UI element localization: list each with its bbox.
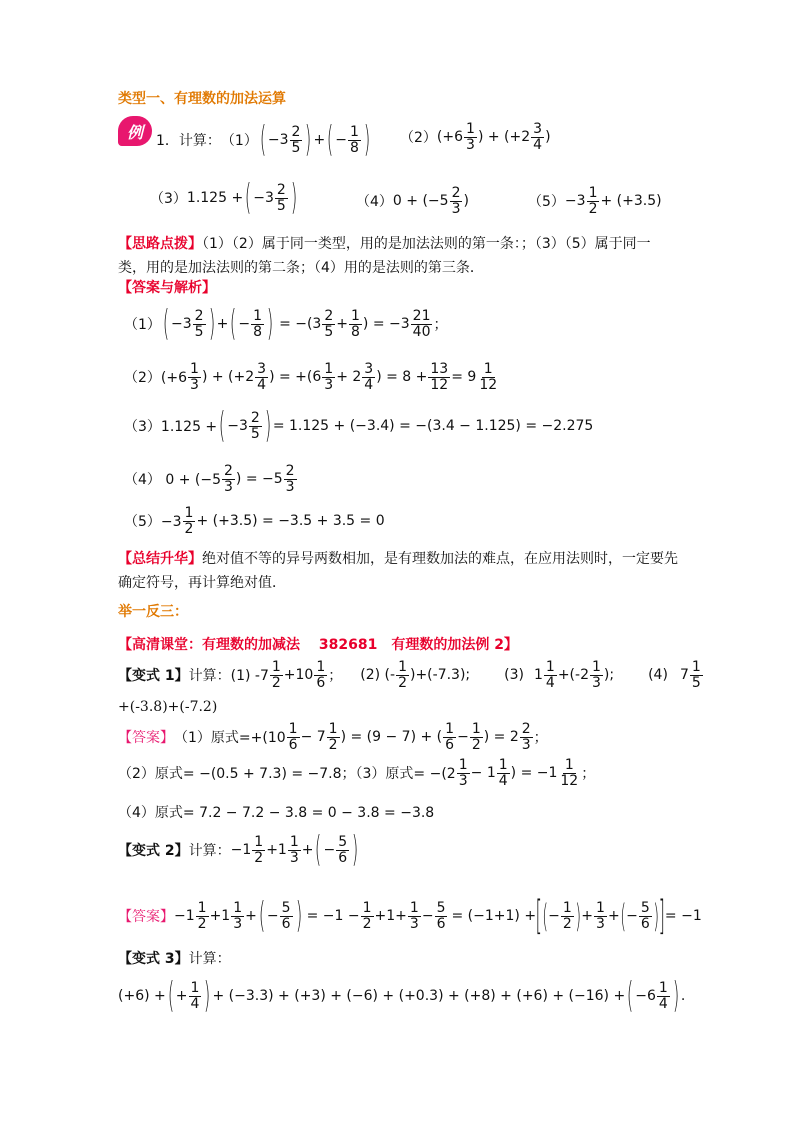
answer-label: 【答案】 [118, 730, 174, 747]
math-text: 计算： [188, 951, 231, 967]
math-text: (3) [504, 667, 524, 684]
denominator: 8 [351, 323, 360, 340]
math-text: + [245, 908, 257, 924]
practice-label: 举一反三： [118, 604, 188, 620]
math-text: − [266, 908, 279, 924]
summary-paragraph [118, 547, 678, 595]
math-text: 1 [533, 667, 543, 684]
fraction [590, 660, 603, 690]
fraction [561, 901, 574, 931]
math-text: （4） 0 + (−5 [124, 472, 221, 489]
denominator: 3 [521, 736, 531, 753]
fraction [470, 722, 483, 752]
paren-close: ) [352, 829, 359, 870]
math-text: − [335, 132, 348, 148]
paren-open: ( [219, 405, 226, 446]
variant-2-label: 【变式 2】 [118, 843, 189, 859]
denominator: 6 [338, 849, 348, 866]
variant-1-question-cont: +(-3.8)+(-7.2) [118, 699, 218, 715]
solution-5 [124, 506, 385, 536]
denominator: 5 [291, 139, 301, 156]
denominator: 4 [498, 772, 508, 789]
math-text: − [548, 908, 560, 924]
math-text: −6 [635, 988, 656, 1004]
solution-2 [124, 362, 500, 392]
fraction [457, 758, 470, 788]
math-text: − [626, 908, 638, 924]
numerator: 1 [351, 307, 360, 324]
fraction [477, 362, 499, 392]
paren-close: ) [266, 303, 274, 344]
math-text: = (−1+1) + [451, 908, 537, 924]
denominator: 12 [430, 376, 449, 393]
bracket-close: ] [658, 893, 666, 939]
denominator: 3 [285, 478, 295, 495]
math-text: )+(-7.3); [409, 667, 471, 684]
denominator: 6 [436, 915, 446, 932]
math-text: ) = −3 [362, 316, 410, 332]
denominator: 6 [316, 674, 326, 691]
numerator: 1 [190, 979, 200, 996]
denominator: 2 [398, 674, 407, 691]
numerator: 1 [350, 123, 359, 140]
variant-1-label: 【变式 1】 [118, 668, 189, 685]
fraction [435, 901, 448, 931]
numerator: 1 [458, 757, 468, 773]
math-text: − [457, 729, 469, 746]
math-text: ) + (+2 [201, 369, 255, 386]
fraction [396, 660, 409, 690]
math-text: ) = 2 [483, 729, 519, 746]
paren-open: ( [259, 119, 267, 160]
math-text: ) + (+2 [477, 129, 531, 146]
denominator: 6 [281, 915, 291, 932]
numerator: 1 [271, 659, 281, 675]
math-text: + (+3.5) = −3.5 + 3.5 = 0 [196, 513, 385, 530]
numerator: 1 [691, 659, 701, 675]
math-text: +1 [266, 842, 287, 858]
variant-1-answer-1 [118, 722, 548, 752]
fraction [361, 901, 374, 931]
ex1-intro: 1．计算： [156, 133, 221, 149]
math-text: （5）−3 [124, 514, 182, 531]
math-text: 1.125 + [186, 190, 244, 206]
paren-close: ) [208, 303, 215, 344]
example-badge: 例 [118, 116, 152, 146]
fraction [314, 660, 327, 690]
paren-close: ) [290, 177, 297, 218]
fraction [231, 901, 244, 931]
fraction [657, 981, 670, 1011]
fraction [290, 125, 303, 155]
math-text: ) [463, 193, 469, 210]
fraction [497, 758, 510, 788]
fraction [270, 660, 283, 690]
fraction [428, 362, 450, 392]
numerator: 5 [281, 899, 291, 916]
math-text: +1+ [374, 908, 407, 924]
fraction [196, 901, 209, 931]
math-text: ； [581, 766, 596, 783]
fraction [690, 660, 703, 690]
math-text: + [313, 132, 326, 148]
paren-close: ) [305, 119, 312, 160]
example-1-part-2 [400, 122, 551, 152]
class-reference: 【高清课堂：有理数的加减法 382681 有理数的加法例 2】 [118, 637, 518, 653]
denominator: 3 [289, 849, 299, 866]
math-text: ) = −1 [510, 765, 558, 782]
math-text: 计算：(1) -7 [188, 668, 269, 685]
fraction [520, 722, 533, 752]
variant-3-expression [118, 975, 686, 1016]
section-title: 类型一、有理数的加法运算 [118, 91, 286, 107]
denominator: 2 [197, 915, 207, 932]
solution-4 [124, 464, 298, 494]
fraction [284, 464, 297, 494]
denominator: 4 [190, 995, 200, 1012]
ex1-p2: （2） [400, 130, 437, 147]
numerator: 3 [257, 361, 267, 377]
ex1-p5: （5） [528, 194, 565, 211]
math-text: = −(3 [279, 316, 322, 332]
numerator: 1 [498, 757, 508, 773]
fraction [252, 835, 265, 865]
paren-open: ( [258, 895, 266, 936]
numerator: 1 [253, 307, 263, 324]
fraction [188, 362, 201, 392]
numerator: 1 [289, 833, 299, 850]
math-text: = −1 [664, 908, 702, 924]
denominator: 12 [560, 772, 579, 789]
numerator: 1 [233, 899, 243, 916]
numerator: 1 [564, 757, 574, 773]
paren-open: ( [162, 303, 170, 344]
denominator: 2 [254, 849, 264, 866]
denominator: 2 [271, 674, 281, 691]
denominator: 3 [233, 915, 243, 932]
math-text: (2) (- [360, 667, 396, 684]
solution-3 [124, 405, 594, 446]
numerator: 5 [436, 899, 446, 916]
paren-open: ( [315, 829, 322, 870]
math-text: +(-2 [557, 667, 589, 684]
denominator: 4 [545, 674, 555, 691]
math-text: （2）(+6 [124, 370, 188, 387]
paren-open: ( [620, 897, 626, 935]
example-1-line-1 [156, 119, 372, 160]
denominator: 3 [466, 136, 475, 153]
fraction [322, 309, 335, 339]
numerator: 2 [291, 123, 301, 140]
ex1-p4: （4） [356, 194, 393, 211]
denominator: 6 [640, 915, 650, 932]
numerator: 1 [288, 721, 298, 737]
numerator: 1 [254, 833, 264, 850]
math-text: + [216, 316, 229, 332]
fraction [183, 506, 196, 536]
denominator: 3 [596, 915, 605, 932]
denominator: 3 [451, 200, 461, 217]
denominator: 6 [288, 736, 298, 753]
fraction [408, 901, 421, 931]
paren-open: ( [245, 177, 252, 218]
numerator: 2 [451, 185, 461, 201]
paren-open: ( [627, 975, 634, 1016]
paren-open: ( [167, 975, 174, 1016]
math-text: + 2 [336, 369, 362, 386]
numerator: 1 [316, 659, 326, 675]
math-text: 计算： [188, 843, 231, 859]
math-text: . [680, 988, 686, 1004]
variant-1-answer-3: （4）原式= 7.2 − 7.2 − 3.8 = 0 − 3.8 = −3.8 [118, 805, 435, 821]
math-text: + [301, 842, 314, 858]
math-text: ； [328, 668, 343, 685]
denominator: 8 [350, 139, 359, 156]
math-text: = 1.125 + (−3.4) = −(3.4 − 1.125) = −2.275 [272, 418, 594, 434]
denominator: 5 [194, 323, 204, 340]
fraction [280, 901, 293, 931]
denominator: 4 [533, 136, 543, 153]
paren-close: ) [672, 975, 679, 1016]
variant-2-question [118, 829, 360, 870]
math-text: （2）原式= −(0.5 + 7.3) = −7.8；（3）原式= −(2 [118, 766, 456, 783]
math-text: ； [533, 730, 548, 747]
ex1-p3: （3） [150, 191, 187, 207]
fraction [287, 722, 300, 752]
denominator: 3 [591, 674, 601, 691]
fraction [336, 835, 349, 865]
denominator: 2 [562, 915, 572, 932]
fraction [594, 901, 607, 931]
numerator: 2 [250, 409, 260, 426]
numerator: 2 [194, 307, 204, 324]
numerator: 3 [533, 121, 543, 137]
numerator: 5 [338, 833, 348, 850]
paren-close: ) [575, 897, 581, 935]
math-text: −3 [564, 193, 586, 210]
math-text: 0 + (−5 [392, 193, 449, 210]
fraction [288, 835, 301, 865]
math-text: + (−3.3) + (+3) + (−6) + (+0.3) + (+8) + (+6) + (−16) + [212, 988, 626, 1004]
fraction [411, 309, 433, 339]
example-1-part-5 [528, 186, 662, 216]
variant-1-answer-2 [118, 758, 595, 788]
math-text: = 9 [451, 369, 477, 386]
numerator: 1 [545, 659, 555, 675]
math-text: + [336, 316, 348, 332]
math-text: (4) [648, 667, 668, 684]
variant-2-answer [118, 893, 702, 939]
fraction [531, 122, 544, 152]
paren-close: ) [295, 895, 302, 936]
denominator: 2 [362, 915, 372, 932]
math-text: + [581, 908, 594, 924]
summary-text: 绝对值不等的异号两数相加，是有理数加法的难点，在应用法则时，一定要先确定符号，再计算绝对值． [118, 551, 678, 591]
denominator: 12 [479, 376, 498, 393]
fraction [558, 758, 580, 788]
paren-close: ) [653, 897, 659, 935]
numerator: 1 [483, 361, 493, 377]
denominator: 3 [458, 772, 468, 789]
paren-open: ( [230, 303, 237, 344]
denominator: 8 [253, 323, 263, 340]
numerator: 1 [658, 979, 668, 996]
denominator: 3 [324, 376, 334, 393]
example-1-part-4 [356, 186, 469, 216]
denominator: 4 [364, 376, 374, 393]
math-text: ) [545, 129, 551, 146]
numerator: 3 [364, 361, 374, 377]
fraction [443, 722, 456, 752]
numerator: 1 [445, 721, 455, 737]
math-text: + (+3.5) [600, 193, 662, 210]
paren-close: ) [363, 119, 371, 160]
numerator: 2 [224, 463, 233, 479]
numerator: 1 [466, 121, 475, 137]
fraction [251, 309, 264, 339]
answer-label: 【答案与解析】 [118, 280, 216, 296]
math-text: +10 [283, 667, 314, 684]
denominator: 2 [588, 200, 598, 217]
math-text: ) = (9 − 7) + ( [340, 729, 443, 746]
paren-open: ( [327, 119, 334, 160]
math-text: （1） [124, 317, 161, 333]
variant-3-question [118, 948, 231, 968]
denominator: 5 [324, 323, 334, 340]
summary-label: 【总结升华】 [118, 551, 202, 567]
numerator: 1 [184, 505, 194, 521]
fraction [189, 981, 202, 1011]
math-text: −3 [267, 132, 289, 148]
fraction [450, 186, 463, 216]
numerator: 1 [471, 721, 481, 737]
math-text: + [607, 908, 620, 924]
fraction [222, 464, 235, 494]
denominator: 5 [250, 425, 260, 442]
math-text: +1 [209, 908, 231, 924]
math-text: 7 [679, 667, 689, 684]
math-text: ) = −5 [235, 471, 283, 488]
numerator: 2 [521, 721, 531, 737]
denominator: 2 [328, 736, 338, 753]
numerator: 1 [562, 899, 572, 916]
fraction [348, 125, 361, 155]
math-text: − [238, 316, 251, 332]
math-text: −1 [230, 842, 252, 858]
math-text: (+6 [436, 129, 464, 146]
numerator: 2 [276, 181, 286, 198]
numerator: 1 [591, 659, 601, 675]
math-text: − [323, 842, 336, 858]
bracket-open: [ [535, 893, 542, 939]
fraction [349, 309, 362, 339]
variant-1-question [118, 660, 704, 690]
math-text: = −1 − [306, 908, 360, 924]
numerator: 1 [362, 899, 372, 916]
denominator: 5 [691, 674, 701, 691]
numerator: 1 [409, 899, 419, 916]
math-text: −3 [253, 190, 274, 206]
denominator: 2 [184, 520, 194, 537]
fraction [327, 722, 340, 752]
fraction [249, 411, 262, 441]
denominator: 40 [412, 323, 431, 340]
fraction [587, 186, 600, 216]
math-text: −1 [174, 908, 195, 924]
math-text: −3 [170, 316, 192, 332]
denominator: 2 [471, 736, 481, 753]
math-text: （3）1.125 + [124, 419, 218, 435]
hint-label: 【思路点拨】 [118, 236, 202, 252]
numerator: 1 [398, 659, 407, 675]
answer-label: 【答案】 [118, 909, 174, 925]
math-text: − 7 [300, 729, 326, 746]
fraction [362, 362, 375, 392]
math-text: − [421, 908, 434, 924]
numerator: 2 [285, 463, 295, 479]
fraction [322, 362, 335, 392]
denominator: 3 [409, 915, 419, 932]
numerator: 2 [324, 307, 334, 324]
numerator: 1 [197, 899, 207, 916]
math-text: ) = 8 + [376, 369, 428, 386]
fraction [275, 183, 288, 213]
denominator: 4 [658, 995, 668, 1012]
variant-3-label: 【变式 3】 [118, 951, 189, 967]
solution-1 [124, 303, 448, 344]
denominator: 3 [190, 376, 199, 393]
fraction [193, 309, 206, 339]
paren-open: ( [542, 897, 548, 935]
fraction [639, 901, 652, 931]
denominator: 3 [224, 478, 233, 495]
fraction [255, 362, 268, 392]
ex1-p1: （1） [220, 133, 258, 149]
hint-text: （1）（2）属于同一类型，用的是加法法则的第一条：；（3）（5）属于同一类，用的是加法法则的第二条；（4）用的是法则的第三条． [118, 236, 651, 276]
denominator: 6 [445, 736, 455, 753]
math-text: (+6) + [118, 988, 166, 1004]
fraction [544, 660, 557, 690]
numerator: 5 [640, 899, 650, 916]
paren-close: ) [264, 405, 271, 446]
numerator: 1 [588, 185, 598, 201]
paren-close: ) [204, 975, 211, 1016]
fraction [464, 122, 477, 152]
math-text: （1）原式=+(10 [174, 730, 286, 747]
numerator: 1 [596, 899, 605, 916]
math-text: −3 [227, 418, 248, 434]
numerator: 13 [430, 361, 449, 377]
denominator: 4 [257, 376, 267, 393]
denominator: 5 [276, 197, 286, 214]
math-text: ); [603, 667, 615, 684]
math-text: + [175, 988, 188, 1004]
numerator: 1 [328, 721, 338, 737]
numerator: 21 [412, 307, 431, 324]
numerator: 1 [190, 361, 199, 377]
example-1-part-3 [150, 177, 299, 218]
math-text: − 1 [470, 765, 496, 782]
math-text: ； [433, 317, 448, 333]
numerator: 1 [324, 361, 334, 377]
hint-paragraph [118, 232, 678, 280]
math-text: ) = +(6 [269, 369, 322, 386]
